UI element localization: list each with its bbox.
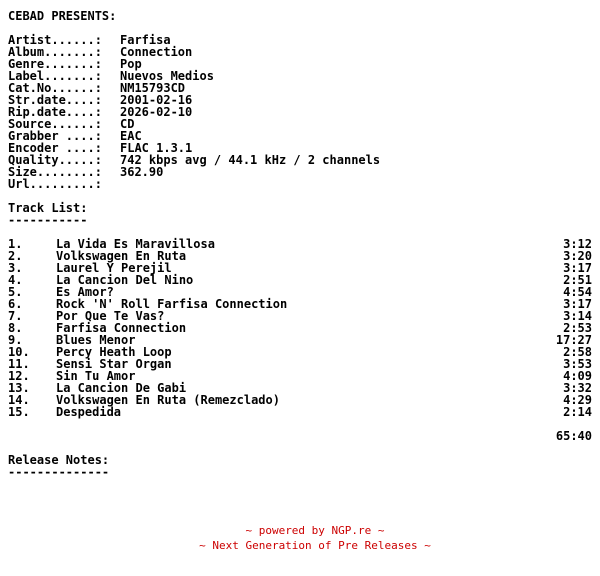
track-duration: 2:51 — [563, 273, 592, 287]
tracklist-heading: Track List: — [8, 201, 88, 215]
track-number: 6. — [8, 297, 23, 311]
info-row — [8, 178, 592, 190]
track-title: Volkswagen En Ruta (Remezclado) — [56, 393, 280, 407]
track-duration: 2:58 — [563, 345, 592, 359]
track-duration: 3:12 — [563, 237, 592, 251]
nfo-document — [8, 10, 592, 478]
info-value: Farfisa — [120, 33, 171, 47]
track-number: 8. — [8, 321, 23, 335]
track-number: 7. — [8, 309, 23, 323]
spacer — [8, 418, 592, 430]
info-value: NM15793CD — [120, 81, 186, 95]
track-number: 9. — [8, 333, 23, 347]
info-key: Grabber ....: — [8, 129, 102, 143]
track-title: Despedida — [56, 405, 122, 419]
track-title: Es Amor? — [56, 285, 114, 299]
track-number: 14. — [8, 393, 30, 407]
info-value: Connection — [120, 45, 193, 59]
info-value: 742 kbps avg / 44.1 kHz / 2 channels — [120, 153, 381, 167]
info-value: FLAC 1.3.1 — [120, 141, 193, 155]
track-title: Rock 'N' Roll Farfisa Connection — [56, 297, 288, 311]
track-title: La Cancion Del Nino — [56, 273, 194, 287]
track-duration: 4:29 — [563, 393, 592, 407]
track-title: La Cancion De Gabi — [56, 381, 187, 395]
tracklist-underline: ----------- — [8, 213, 88, 227]
track-duration: 3:32 — [563, 381, 592, 395]
track-title: Sensi Star Organ — [56, 357, 172, 371]
info-key: Artist......: — [8, 33, 102, 47]
track-duration: 2:14 — [563, 405, 592, 419]
track-list — [8, 238, 592, 418]
release-notes-underline: -------------- — [8, 465, 110, 479]
track-title: Percy Heath Loop — [56, 345, 172, 359]
track-number: 15. — [8, 405, 30, 419]
info-key: Genre.......: — [8, 57, 102, 71]
track-number: 3. — [8, 261, 23, 275]
info-key: Cat.No......: — [8, 81, 102, 95]
track-number: 1. — [8, 237, 23, 251]
release-info — [8, 34, 592, 190]
track-duration: 3:14 — [563, 309, 592, 323]
footer-powered-by: ~ powered by NGP.re ~ — [245, 524, 385, 537]
track-number: 12. — [8, 369, 30, 383]
track-title: Por Que Te Vas? — [56, 309, 165, 323]
info-value: Pop — [120, 57, 142, 71]
info-value: Nuevos Medios — [120, 69, 214, 83]
track-duration: 3:17 — [563, 297, 592, 311]
track-title: La Vida Es Maravillosa — [56, 237, 215, 251]
track-title: Sin Tu Amor — [56, 369, 136, 383]
track-duration: 4:54 — [563, 285, 592, 299]
info-value: 362.90 — [120, 165, 164, 179]
info-key: Label.......: — [8, 69, 102, 83]
track-duration: 3:53 — [563, 357, 592, 371]
track-title: Laurel Y Perejil — [56, 261, 172, 275]
spacer — [8, 190, 592, 202]
track-duration: 2:53 — [563, 321, 592, 335]
track-number: 11. — [8, 357, 30, 371]
info-key: Rip.date....: — [8, 105, 102, 119]
info-key: Url.........: — [8, 177, 102, 191]
info-value: 2026-02-10 — [120, 105, 193, 119]
track-number: 13. — [8, 381, 30, 395]
track-number: 2. — [8, 249, 23, 263]
track-number: 5. — [8, 285, 23, 299]
track-number: 10. — [8, 345, 30, 359]
track-title: Blues Menor — [56, 333, 136, 347]
info-key: Quality.....: — [8, 153, 102, 167]
info-value: CD — [120, 117, 135, 131]
info-value: EAC — [120, 129, 142, 143]
footer-tagline: ~ Next Generation of Pre Releases ~ — [199, 539, 431, 552]
header-title: CEBAD PRESENTS: — [8, 9, 117, 23]
info-key: Source......: — [8, 117, 102, 131]
release-notes-heading: Release Notes: — [8, 453, 110, 467]
info-key: Album.......: — [8, 45, 102, 59]
track-duration: 4:09 — [563, 369, 592, 383]
info-key: Encoder ....: — [8, 141, 102, 155]
info-value: 2001-02-16 — [120, 93, 193, 107]
info-key: Size........: — [8, 165, 102, 179]
track-number: 4. — [8, 273, 23, 287]
total-duration: 65:40 — [555, 429, 592, 443]
track-duration: 17:27 — [555, 333, 592, 347]
track-title: Farfisa Connection — [56, 321, 187, 335]
track-row — [8, 406, 592, 418]
track-duration: 3:20 — [563, 249, 592, 263]
info-key: Str.date....: — [8, 93, 102, 107]
track-title: Volkswagen En Ruta — [56, 249, 187, 263]
track-duration: 3:17 — [563, 261, 592, 275]
